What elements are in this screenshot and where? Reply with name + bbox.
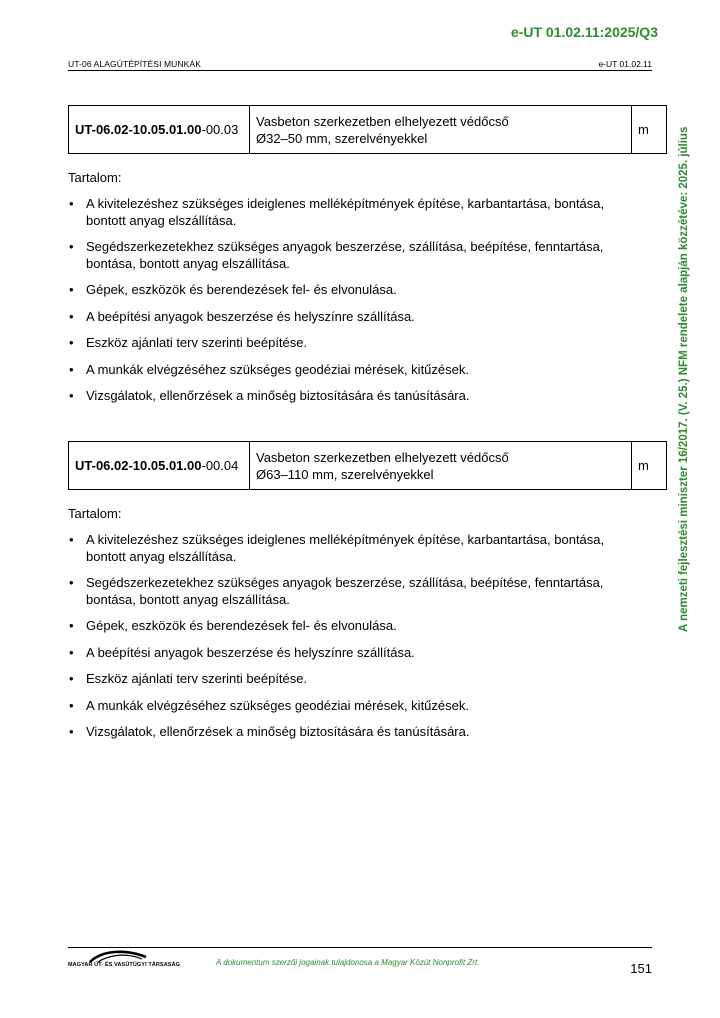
item-description-line2: Ø32–50 mm, szerelvényekkel xyxy=(256,130,428,146)
item-table-2 xyxy=(68,441,667,490)
bullet-icon: • xyxy=(69,388,74,403)
item-description-line1: Vasbeton szerkezetben elhelyezett védőcső xyxy=(256,113,509,129)
content-label: Tartalom: xyxy=(68,506,122,521)
item-description xyxy=(250,442,632,490)
bullet-icon: • xyxy=(69,671,74,686)
list-item: • A kivitelezéshez szükséges ideiglenes melléképítmények építése, karbantartása, bontása, bontott anyag elszállítása. xyxy=(69,196,605,228)
bullet-icon: • xyxy=(69,575,74,590)
list-item: • A kivitelezéshez szükséges ideiglenes melléképítmények építése, karbantartása, bontása, bontott anyag elszállítása. xyxy=(69,532,605,564)
bullet-icon: • xyxy=(69,308,74,324)
bullet-icon: • xyxy=(69,282,74,297)
bullet-icon: • xyxy=(69,532,74,547)
document-code: e-UT 01.02.11:2025/Q3 xyxy=(510,24,658,40)
item-code-main: UT-06.02-10.05.01.00 xyxy=(75,458,202,473)
item-code xyxy=(69,106,250,154)
list-item: • A beépítési anyagok beszerzése és helyszínre szállítása. xyxy=(69,308,415,324)
list-item: • Segédszerkezetekhez szükséges anyagok beszerzése, szállítása, beépítése, fenntartása, bontása, bontott anyag elszállítása. xyxy=(69,575,604,607)
list-item: • A munkák elvégzéséhez szükséges geodéziai mérések, kitűzések. xyxy=(69,361,469,377)
item-description-line2: Ø63–110 mm, szerelvényekkel xyxy=(256,466,434,482)
page-number: 151 xyxy=(630,961,652,976)
section-title: UT-06 ALAGÚTÉPÍTÉSI MUNKÁK xyxy=(68,59,201,69)
header-divider xyxy=(68,70,652,71)
list-item: • A munkák elvégzéséhez szükséges geodéziai mérések, kitűzések. xyxy=(69,697,469,713)
item-description xyxy=(250,106,632,154)
bullet-icon: • xyxy=(69,618,74,633)
item-table-1 xyxy=(68,105,667,154)
bullet-icon: • xyxy=(69,724,74,739)
item-code-suffix: -00.03 xyxy=(201,122,239,137)
content-list-2 xyxy=(68,532,628,751)
item-description-line1: Vasbeton szerkezetben elhelyezett védőcső xyxy=(256,449,509,465)
bullet-icon: • xyxy=(69,196,74,211)
bullet-icon: • xyxy=(69,697,74,713)
item-code xyxy=(69,442,250,490)
list-item: • Eszköz ajánlati terv szerinti beépítése. xyxy=(69,671,308,686)
bullet-icon: • xyxy=(69,239,74,254)
content-list-1 xyxy=(68,196,628,415)
list-item: • Vizsgálatok, ellenőrzések a minőség biztosítására és tanúsítására. xyxy=(69,388,470,403)
item-code-suffix: -00.04 xyxy=(201,458,239,473)
bullet-icon: • xyxy=(69,335,74,350)
list-item: • Eszköz ajánlati terv szerinti beépítése. xyxy=(69,335,308,350)
content-label: Tartalom: xyxy=(68,170,122,185)
bullet-icon: • xyxy=(69,361,74,377)
item-code-main: UT-06.02-10.05.01.00 xyxy=(75,122,202,137)
society-name: MAGYAR ÚT- ÉS VASÚTÜGYI TÁRSASÁG xyxy=(68,962,180,968)
list-item: • Vizsgálatok, ellenőrzések a minőség biztosítására és tanúsítására. xyxy=(69,724,470,739)
bullet-icon: • xyxy=(69,644,74,660)
item-unit: m xyxy=(632,106,667,154)
document-reference: e-UT 01.02.11 xyxy=(598,59,652,69)
publication-side-note: A nemzeti fejlesztési miniszter 16/2017. (V. 25.) NFM rendelete alapján közzétéve: 2025. július xyxy=(678,126,690,632)
list-item: • A beépítési anyagok beszerzése és helyszínre szállítása. xyxy=(69,644,415,660)
item-unit: m xyxy=(632,442,667,490)
copyright-note: A dokumentum szerzői jogainak tulajdonosa a Magyar Közút Nonprofit Zrt. xyxy=(216,958,480,967)
list-item: • Gépek, eszközök és berendezések fel- és elvonulása. xyxy=(69,282,397,297)
list-item: • Segédszerkezetekhez szükséges anyagok beszerzése, szállítása, beépítése, fenntartása, bontása, bontott anyag elszállítása. xyxy=(69,239,604,271)
list-item: • Gépek, eszközök és berendezések fel- és elvonulása. xyxy=(69,618,397,633)
